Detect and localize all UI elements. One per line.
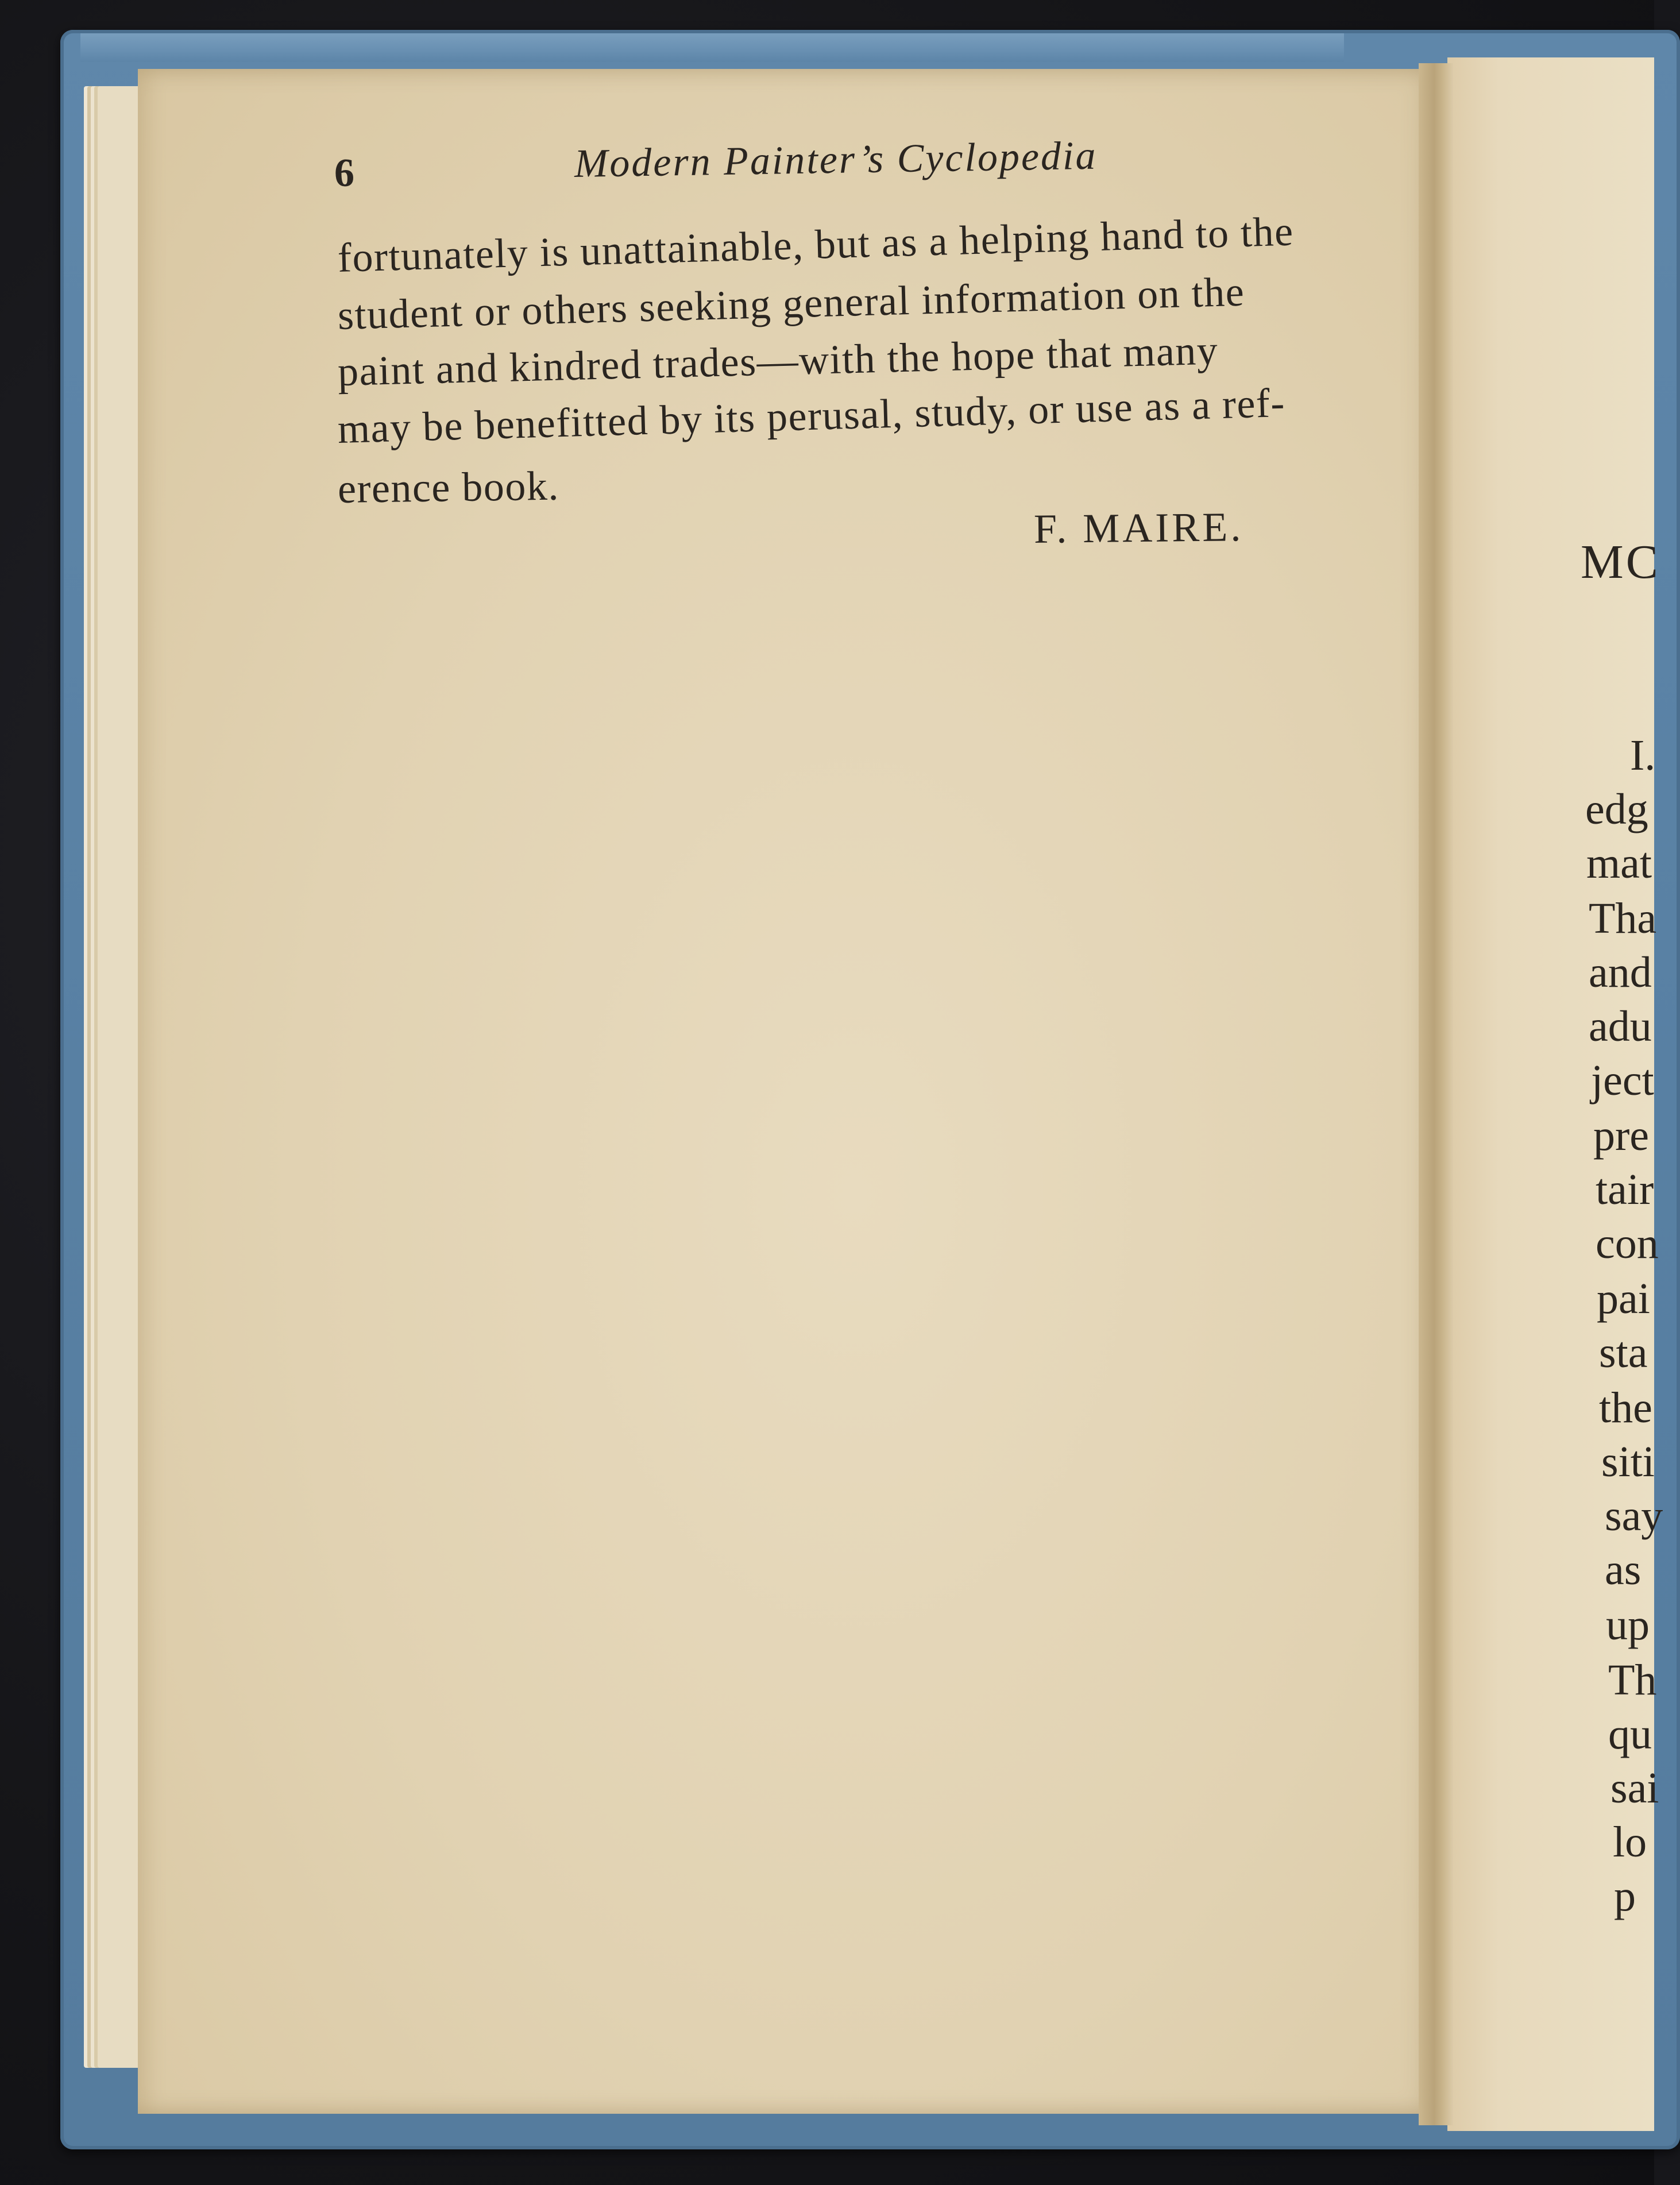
signature: F. MAIRE. (1033, 504, 1244, 552)
body-line: student or others seeking general information on the (337, 268, 1246, 338)
right-line-fragment: lo (1613, 1818, 1647, 1866)
right-line-fragment: and (1589, 948, 1652, 997)
right-page-heading-fragment: MC (1581, 535, 1660, 589)
right-line-fragment: up (1606, 1601, 1650, 1649)
right-line-fragment: sai (1611, 1764, 1659, 1812)
right-line-fragment: Tha (1589, 894, 1657, 943)
body-line: erence book. (337, 462, 560, 512)
right-line-fragment: the (1599, 1384, 1652, 1432)
running-head: Modern Painter’s Cyclopedia (574, 133, 1098, 186)
right-line-fragment: sta (1599, 1329, 1648, 1377)
right-line-fragment: edg (1585, 785, 1648, 833)
body-line: may be benefitted by its perusal, study, or use as a ref- (337, 379, 1286, 452)
right-line-fragment: say (1605, 1492, 1663, 1540)
right-line-fragment: con (1596, 1219, 1659, 1268)
right-line-fragment: pre (1593, 1111, 1650, 1160)
book-gutter (1419, 63, 1453, 2125)
body-line: paint and kindred trades—with the hope that many (337, 327, 1219, 395)
right-line-fragment: I. (1630, 731, 1656, 779)
right-line-fragment: siti (1601, 1438, 1655, 1486)
page-number: 6 (334, 151, 354, 195)
body-line: fortunately is unattainable, but as a helping hand to the (337, 208, 1295, 281)
book-cover-edge (80, 33, 1344, 62)
right-line-fragment: tair (1596, 1165, 1654, 1214)
right-line-fragment: Th (1608, 1656, 1657, 1704)
right-line-fragment: pai (1597, 1275, 1650, 1323)
right-line-fragment: p (1614, 1872, 1636, 1920)
right-line-fragment: ject (1591, 1056, 1654, 1105)
right-line-fragment: mat (1586, 839, 1652, 887)
right-line-fragment: as (1605, 1546, 1642, 1594)
right-line-fragment: qu (1608, 1710, 1652, 1758)
right-line-fragment: adu (1589, 1002, 1652, 1051)
